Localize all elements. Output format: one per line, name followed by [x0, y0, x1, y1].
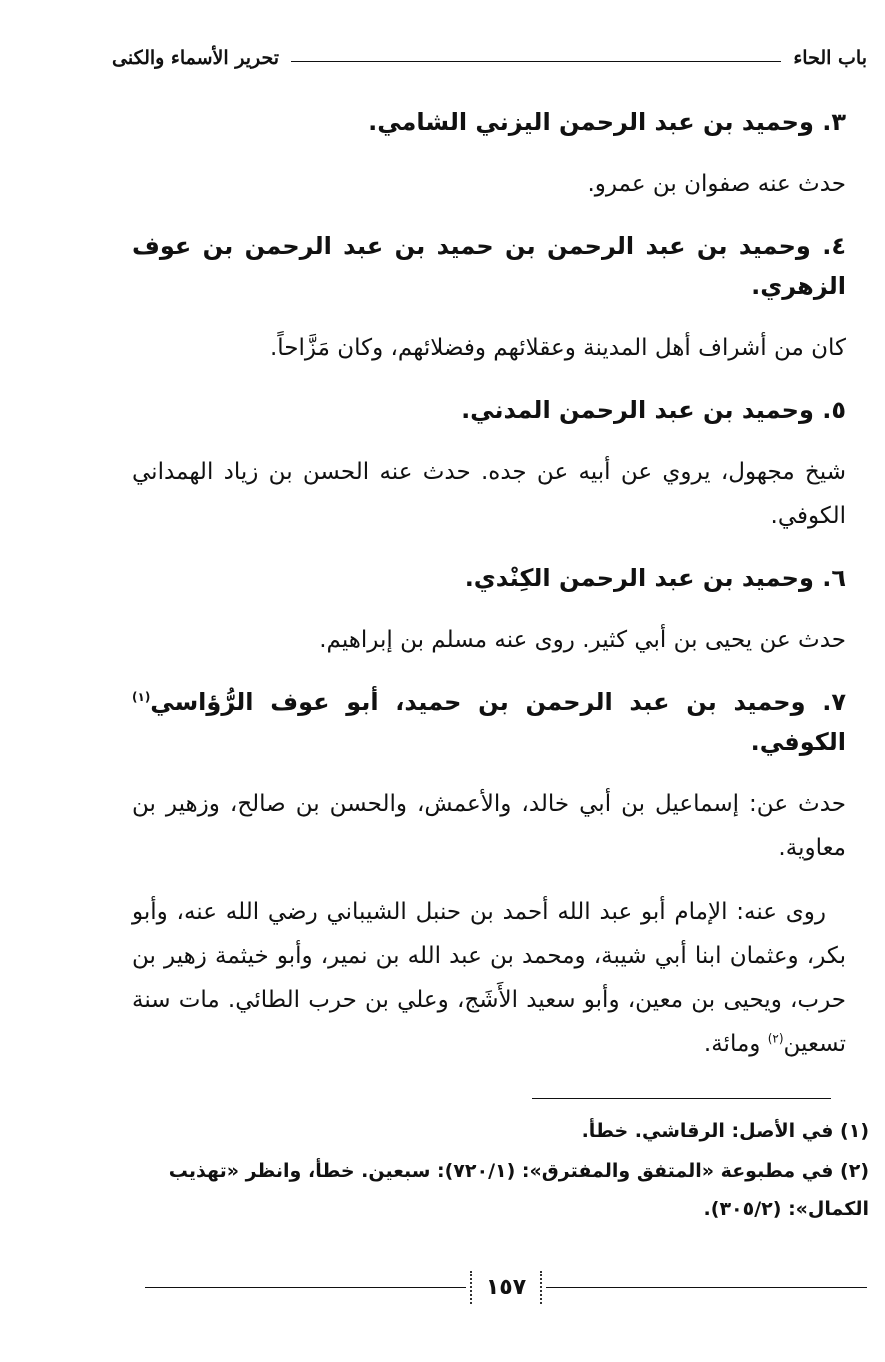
entry-text: كان من أشراف أهل المدينة وعقلائهم وفضلائهم، وكان مَزَّاحاً. [269, 335, 846, 361]
page-number: ١٥٧ [470, 1271, 542, 1304]
entry-heading: ٦. وحميد بن عبد الرحمن الكِنْدي. [464, 564, 846, 592]
footnote-separator [532, 1098, 831, 1099]
entry-heading [132, 682, 846, 762]
entry-heading: ٤. وحميد بن عبد الرحمن بن حميد بن عبد الرحمن بن عوف الزهري. [132, 232, 846, 300]
footnote: (٢) في مطبوعة «المتفق والمفترق»: (٧٢٠/١): سبعين. خطأ، وانظر «تهذيب الكمال»: (٣٠٥/٢). [168, 1160, 869, 1220]
entry-text: حدث عنه صفوان بن عمرو. [587, 171, 846, 197]
footer-rule [546, 1287, 867, 1288]
chapter-title: باب الحاء [793, 47, 867, 69]
book-title: تحرير الأسماء والكنى [112, 47, 280, 69]
footnotes [132, 1112, 869, 1230]
entry-heading-text: ٧. وحميد بن عبد الرحمن بن حميد، أبو عوف الرُّؤاسي [150, 688, 846, 716]
footer-rule [145, 1287, 466, 1288]
footnote-ref: (١) [132, 690, 151, 704]
footnote-ref: (٢) [767, 1031, 784, 1046]
page-footer [145, 1262, 867, 1312]
entry-heading: ٥. وحميد بن عبد الرحمن المدني. [461, 396, 846, 424]
entry-text [132, 890, 846, 1066]
main-text [132, 88, 846, 1086]
entry-heading: ٣. وحميد بن عبد الرحمن اليزني الشامي. [368, 108, 846, 136]
entry-text-part: روى عنه: الإمام أبو عبد الله أحمد بن حنبل الشيباني رضي الله عنه، وأبو بكر، وعثمان ابنا أبي شيبة، ومحمد بن عبد الله بن نمير، وأبو خيثمة زهير بن حرب، ويحيى بن معين، وأبو سعيد الأَشَج، وعلي بن حرب الطائي. مات سنة تسعين [132, 899, 846, 1057]
header-rule [291, 61, 781, 62]
footnote: (١) في الأصل: الرقاشي. خطأ. [581, 1120, 869, 1142]
entry-text: حدث عن يحيى بن أبي كثير. روى عنه مسلم بن إبراهيم. [319, 627, 846, 653]
entry-text-part: ومائة. [703, 1031, 768, 1057]
entry-heading-text: الكوفي. [750, 728, 846, 756]
running-header [112, 38, 867, 78]
entry-text: شيخ مجهول، يروي عن أبيه عن جده. حدث عنه الحسن بن زياد الهمداني الكوفي. [132, 459, 846, 529]
entry-text: حدث عن: إسماعيل بن أبي خالد، والأعمش، والحسن بن صالح، وزهير بن معاوية. [132, 791, 846, 861]
